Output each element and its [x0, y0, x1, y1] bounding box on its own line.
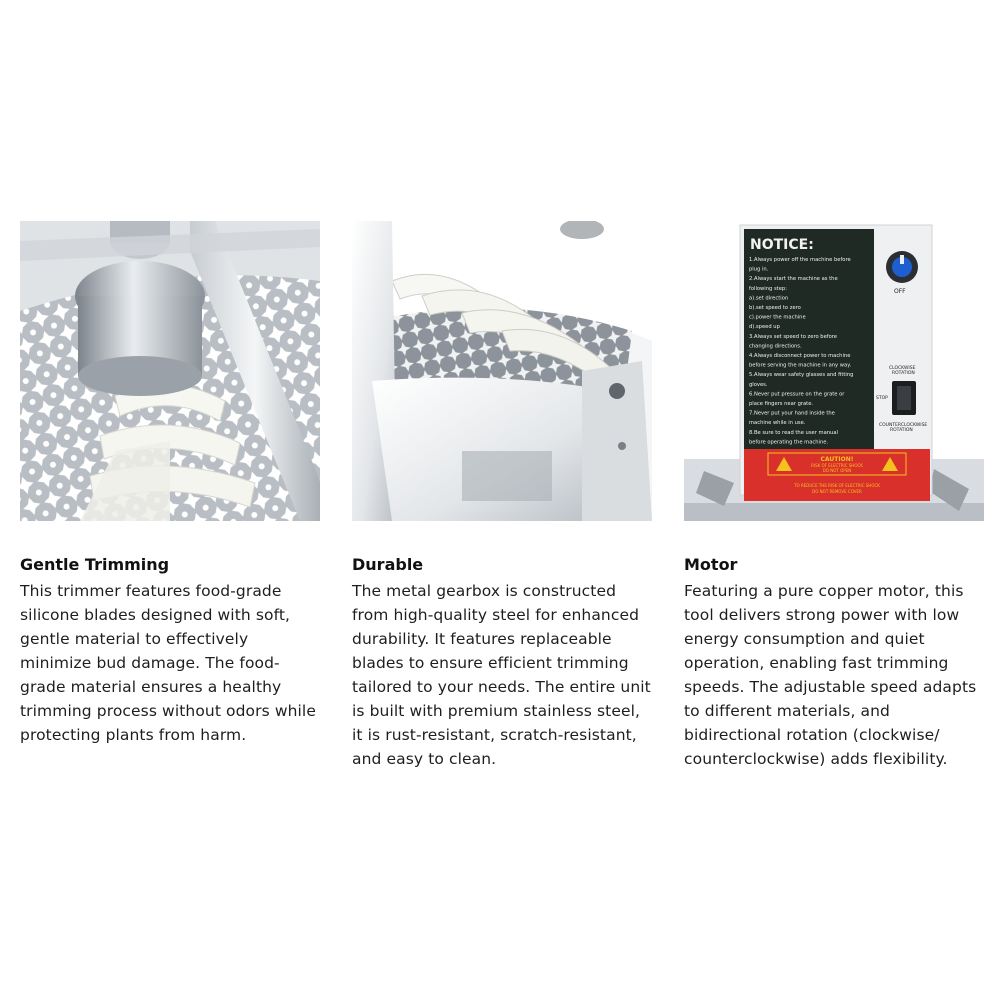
- knob-label: OFF: [894, 288, 906, 295]
- caution-text: DO NOT OPEN: [822, 468, 852, 473]
- notice-line: place fingers near grate.: [749, 401, 814, 407]
- notice-line: following step:: [749, 285, 787, 292]
- notice-heading: NOTICE:: [750, 237, 814, 253]
- notice-line: 7.Never put your hand inside the: [749, 410, 835, 417]
- notice-line: d).speed up: [749, 324, 780, 331]
- notice-line: 2.Always start the machine as the: [749, 276, 838, 283]
- notice-line: changing directions.: [749, 343, 802, 350]
- notice-line: b).set speed to zero: [749, 305, 801, 311]
- notice-line: gloves.: [749, 381, 768, 388]
- steel-gearbox-photo: [352, 221, 652, 521]
- notice-line: 3.Always set speed to zero before: [749, 333, 837, 340]
- feature-description: Featuring a pure copper motor, this tool delivers strong power with low energy consumption and quiet operation, enabling fast trimming speeds. The adjustable speed adapts to different materials, and bidirectional rotation (clockwise/ counterclockwise) adds flexibility.: [684, 582, 977, 768]
- notice-line: before operating the machine.: [749, 439, 829, 446]
- feature-description: The metal gearbox is constructed from high-quality steel for enhanced durability. It features replaceable blades to ensure efficient trimming tailored to your needs. The entire unit is built with premium stainless steel, it is rust-resistant, scratch-resistant, and easy to clean.: [352, 582, 651, 768]
- silicone-blades-photo: [20, 221, 320, 521]
- feature-gentle-trimming: [20, 221, 320, 747]
- feature-title: Durable: [352, 555, 424, 574]
- feature-motor: [684, 221, 984, 771]
- switch-label: COUNTERCLOCKWISE: [879, 423, 928, 428]
- notice-line: 8.Be sure to read the user manual: [749, 429, 838, 436]
- feature-durable: [352, 221, 652, 771]
- warning-text: DO NOT REMOVE COVER: [812, 489, 862, 494]
- switch-label: ROTATION: [890, 428, 913, 433]
- notice-line: 1.Always power off the machine before: [749, 257, 851, 263]
- warning-text: TO REDUCE THE RISK OF ELECTRIC SHOCK: [794, 483, 880, 488]
- notice-line: machine while in use.: [749, 420, 806, 427]
- switch-label: STOP: [876, 396, 888, 401]
- motor-control-panel-photo: [684, 221, 984, 521]
- feature-description: This trimmer features food-grade silicone blades designed with soft, gentle material to effectively minimize bud damage. The food-grade material ensures a healthy trimming process without odors while protecting plants from harm.: [20, 582, 316, 744]
- notice-line: 6.Never put pressure on the grate or: [749, 391, 845, 398]
- switch-label: ROTATION: [892, 371, 915, 376]
- notice-line: c).power the machine: [749, 314, 806, 321]
- notice-line: before serving the machine in any way.: [749, 362, 852, 369]
- notice-line: 4.Always disconnect power to machine: [749, 353, 851, 359]
- notice-line: plug in.: [749, 266, 769, 273]
- caution-title: CAUTION!: [820, 456, 854, 463]
- feature-title: Motor: [684, 555, 738, 574]
- feature-title: Gentle Trimming: [20, 555, 170, 574]
- notice-line: a).set direction: [749, 295, 789, 302]
- notice-line: 5.Always wear safety glasses and fitting: [749, 372, 854, 379]
- caution-text: RISK OF ELECTRIC SHOCK: [811, 463, 863, 468]
- switch-label: CLOCKWISE: [889, 366, 916, 371]
